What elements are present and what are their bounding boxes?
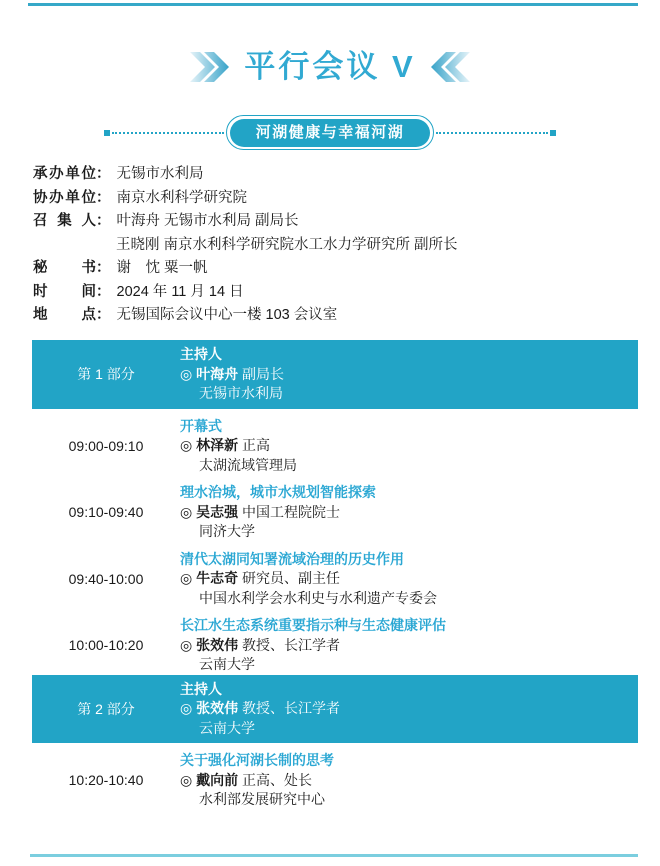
speaker-line	[180, 636, 638, 656]
part-content	[180, 345, 638, 404]
session-title: 清代太湖同知署流域治理的历史作用	[180, 550, 404, 567]
info-colon: ：	[96, 166, 111, 182]
info-value-line2: 王晓刚 南京水利科学研究院水工水力学研究所 副所长	[116, 236, 458, 253]
bullseye-icon: ◎	[180, 437, 193, 453]
agenda-session-row	[32, 475, 638, 542]
info-label: 时间	[33, 283, 96, 300]
session-badge-row	[104, 115, 556, 150]
session-time: 10:00-10:20	[68, 637, 144, 654]
role-label: 主持人	[180, 680, 222, 697]
speaker-org: 水利部发展研究中心	[199, 791, 325, 807]
part-content	[180, 680, 638, 739]
speaker-line	[180, 365, 638, 385]
speaker-org: 中国水利学会水利史与水利遗产专委会	[199, 589, 437, 606]
speaker-name: 吴志强	[196, 503, 239, 520]
speaker-name: 叶海舟	[196, 365, 239, 382]
speaker-name: 戴向前	[196, 771, 239, 788]
session-badge	[226, 115, 434, 150]
bullseye-icon: ◎	[180, 570, 193, 586]
agenda-session-row	[32, 542, 638, 609]
info-colon: ：	[96, 213, 111, 229]
speaker-org: 无锡市水利局	[199, 385, 283, 401]
chevrons-right-icon	[189, 51, 231, 83]
speaker-title: 教授、长江学者	[242, 636, 340, 653]
page-title-row	[0, 48, 660, 85]
info-line	[33, 187, 640, 211]
speaker-org: 太湖流域管理局	[199, 456, 297, 473]
dotted-line-left	[112, 132, 224, 134]
info-label: 召集人	[33, 213, 96, 229]
info-line	[33, 257, 640, 281]
session-content	[180, 616, 638, 675]
speaker-title: 副局长	[242, 365, 284, 382]
session-time: 09:10-09:40	[68, 504, 144, 521]
bullseye-icon: ◎	[180, 700, 193, 716]
speaker-org: 云南大学	[199, 656, 255, 672]
page-title: 平行会议 V	[244, 49, 416, 84]
speaker-line	[180, 771, 638, 791]
session-time: 09:00-09:10	[68, 437, 144, 454]
info-value: 无锡市水利局	[116, 166, 204, 182]
dotted-line-end-square-right	[550, 130, 556, 136]
session-title: 关于强化河湖长制的思考	[180, 752, 334, 768]
speaker-name: 林泽新	[196, 437, 239, 453]
speaker-line	[180, 699, 638, 719]
part-label: 第 1 部分	[77, 366, 135, 383]
agenda-part-row	[32, 340, 638, 409]
session-content	[180, 483, 638, 542]
info-label: 地点	[33, 307, 96, 323]
speaker-line	[180, 569, 638, 589]
speaker-name: 牛志奇	[196, 570, 239, 586]
bullseye-icon: ◎	[180, 365, 193, 382]
info-line	[33, 281, 640, 305]
speaker-title: 中国工程院院士	[242, 503, 340, 520]
session-badge-label: 河湖健康与幸福河湖	[230, 119, 431, 147]
speaker-title: 正高、处长	[242, 771, 312, 788]
info-colon: ：	[96, 189, 111, 206]
info-label: 秘书	[33, 260, 96, 276]
info-colon: ：	[96, 307, 111, 323]
agenda-session-row	[32, 608, 638, 675]
speaker-name: 张效伟	[196, 636, 239, 653]
info-line	[33, 163, 640, 187]
info-value: 叶海舟 无锡市水利局 副局长	[116, 213, 299, 229]
part-label: 第 2 部分	[77, 700, 135, 717]
speaker-title: 教授、长江学者	[242, 700, 340, 716]
session-content	[180, 751, 638, 810]
session-title: 长江水生态系统重要指示种与生态健康评估	[180, 617, 446, 633]
info-value: 南京水利科学研究院	[116, 189, 247, 206]
speaker-org: 云南大学	[199, 719, 255, 736]
info-colon: ：	[96, 283, 111, 300]
speaker-org: 同济大学	[199, 523, 255, 539]
info-value: 无锡国际会议中心一楼 103 会议室	[116, 307, 338, 323]
speaker-line	[180, 503, 638, 523]
speaker-line	[180, 436, 638, 456]
session-content	[180, 417, 638, 476]
meeting-info	[33, 163, 640, 328]
info-value: 2024 年 11 月 14 日	[116, 283, 244, 300]
info-line	[33, 304, 640, 328]
speaker-title: 正高	[242, 437, 270, 453]
info-colon: ：	[96, 260, 111, 276]
session-time: 09:40-10:00	[68, 570, 144, 587]
dotted-line-right	[436, 132, 548, 134]
agenda-table	[32, 340, 638, 810]
session-content	[180, 550, 638, 609]
bullseye-icon: ◎	[180, 636, 193, 653]
info-label: 协办单位	[33, 189, 96, 206]
speaker-name: 张效伟	[196, 700, 239, 716]
session-title: 开幕式	[180, 417, 222, 434]
agenda-part-row	[32, 675, 638, 744]
session-time: 10:20-10:40	[68, 772, 144, 789]
session-title: 理水治城，城市水规划智能探索	[180, 484, 376, 500]
chevrons-left-icon	[429, 51, 471, 83]
info-value: 谢 忱 粟一帆	[116, 260, 208, 276]
agenda-session-row	[32, 743, 638, 810]
bottom-divider	[30, 854, 638, 857]
speaker-title: 研究员、副主任	[242, 570, 340, 586]
bullseye-icon: ◎	[180, 503, 193, 520]
info-line	[33, 210, 640, 257]
top-divider	[28, 3, 638, 6]
info-label: 承办单位	[33, 166, 96, 182]
agenda-session-row	[32, 409, 638, 476]
role-label: 主持人	[180, 346, 222, 362]
dotted-line-end-square-left	[104, 130, 110, 136]
bullseye-icon: ◎	[180, 771, 193, 788]
